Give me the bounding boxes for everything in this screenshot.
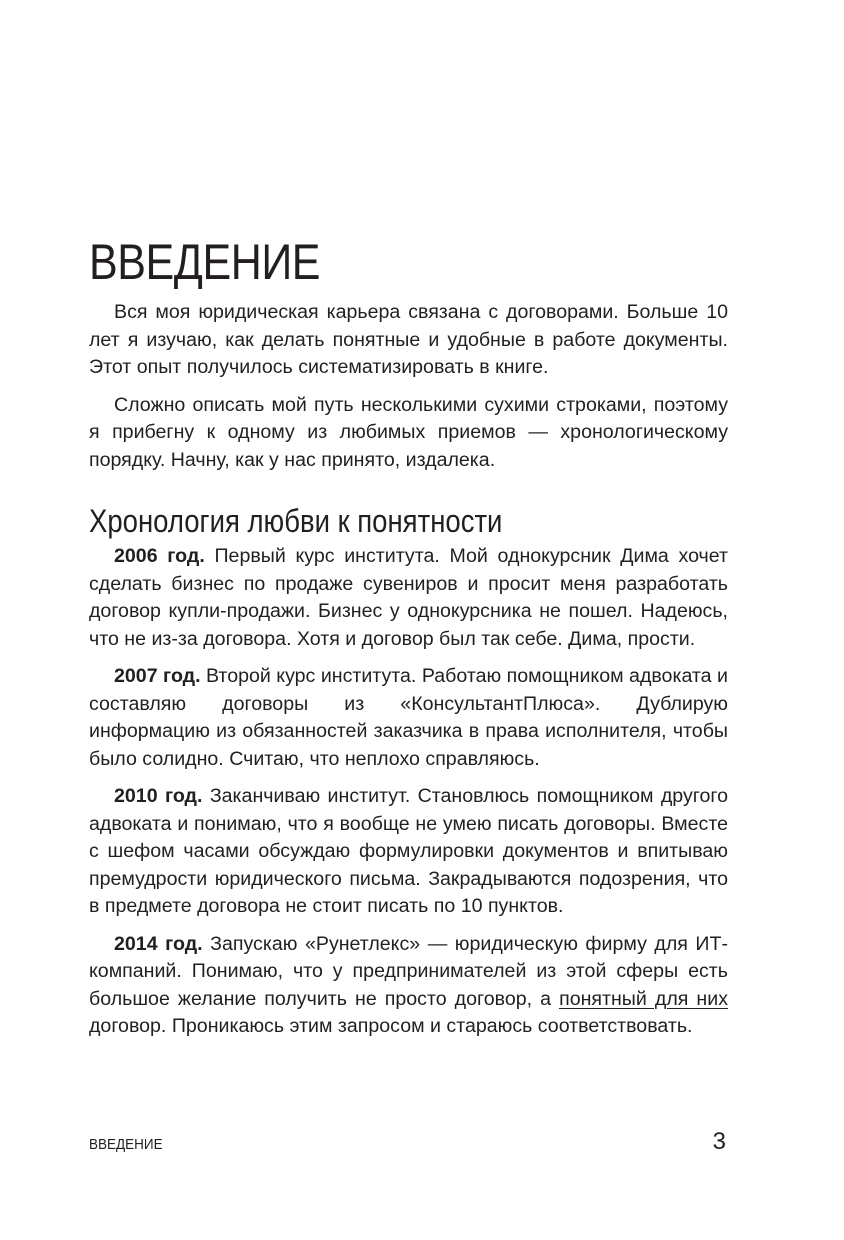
- chapter-title: ВВЕДЕНИЕ: [89, 234, 321, 290]
- section-title: Хронология любви к понятности: [89, 503, 503, 539]
- running-footer-title: ВВЕДЕНИЕ: [89, 1136, 163, 1153]
- timeline-entry-2006: [89, 543, 728, 653]
- timeline-text: Запускаю «Рунетлекс» — юридическую фирму для ИТ-компаний. Понимаю, что у предпринимателей из этой сферы есть большое желание получить не просто договор, а: [89, 932, 728, 1010]
- intro-paragraph: Вся моя юридическая карьера связана с договорами. Больше 10 лет я изучаю, как делать понятные и удобные в работе документы. Этот опыт получилось систематизировать в книге.: [89, 301, 728, 378]
- intro-paragraph: Сложно описать мой путь несколькими сухими строками, поэтому я прибегну к одному из любимых приемов — хронологическому порядку. Начну, как у нас принято, издалека.: [89, 393, 728, 471]
- timeline-entry-2014: [89, 931, 728, 1041]
- timeline-year: 2010 год.: [114, 785, 203, 807]
- page-number: 3: [712, 1128, 726, 1155]
- timeline-text: Второй курс института. Работаю помощником адвоката и составляю договоры из «КонсультантПлюса». Дублирую информацию из обязанностей заказчика в права исполнителя, чтобы было солидно. Считаю, что неплохо справляюсь.: [89, 665, 728, 770]
- timeline-text: Заканчиваю институт. Становлюсь помощником другого адвоката и понимаю, что я вообще не умею писать договоры. Вместе с шефом часами обсуждаю формулировки документов и впитываю премудрости юридического письма. Закрадываются подозрения, что в предмете договора не стоит писать по 10 пунктов.: [89, 785, 729, 917]
- timeline-section: [89, 543, 728, 1051]
- underlined-phrase: понятный для них: [559, 987, 728, 1010]
- timeline-year: 2006 год.: [114, 545, 205, 567]
- timeline-entry-2010: [89, 783, 728, 921]
- timeline-text: Первый курс института. Мой однокурсник Дима хочет сделать бизнес по продаже сувениров и просит меня разработать договор купли-продажи. Бизнес у однокурсника не пошел. Надеюсь, что не из-за договора. Хотя и договор был так себе. Дима, прости.: [89, 545, 728, 650]
- timeline-entry-2007: [89, 663, 728, 773]
- timeline-year: 2007 год.: [114, 665, 201, 687]
- timeline-text: договор. Проникаюсь этим запросом и стараюсь соответствовать.: [89, 1015, 693, 1037]
- intro-section: [89, 299, 728, 484]
- timeline-year: 2014 год.: [114, 932, 203, 955]
